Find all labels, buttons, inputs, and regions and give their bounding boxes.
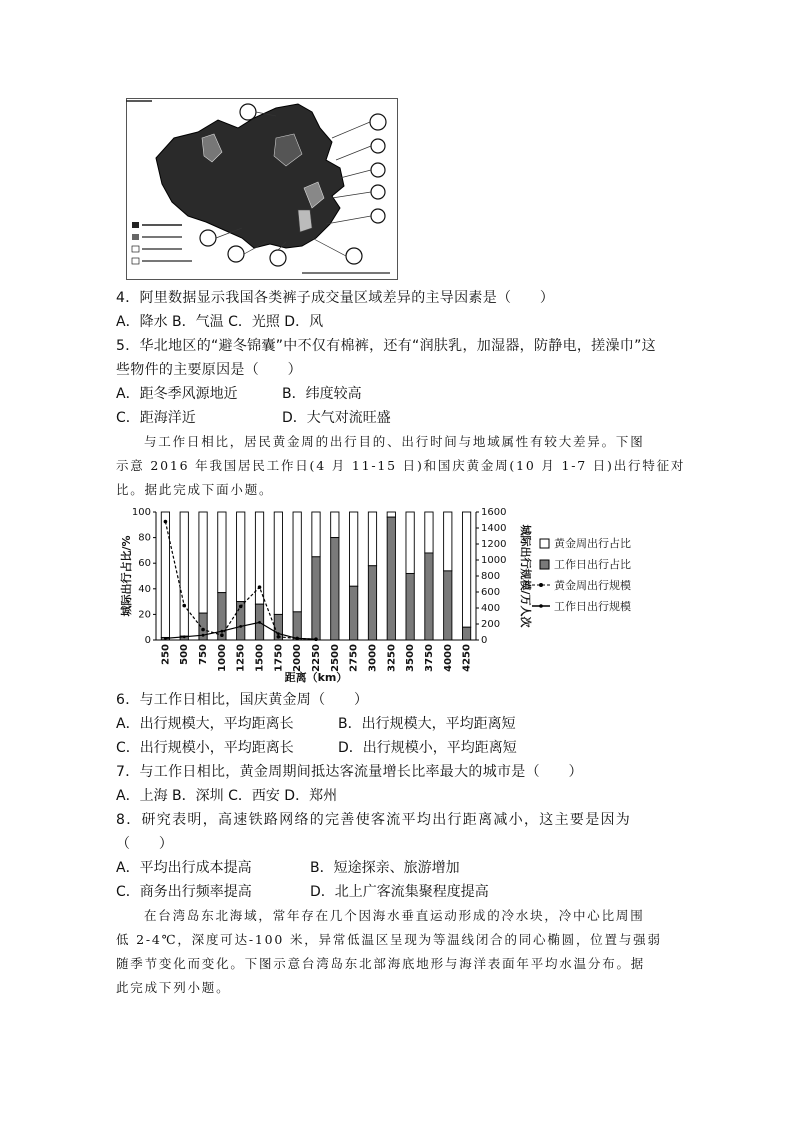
legend-label-golden-week-scale: 黄金周出行规模 xyxy=(554,579,631,592)
question-8-stem-line2: （ ） xyxy=(116,836,174,852)
question-8-option-d: D．北上广客流集聚程度提高 xyxy=(310,884,489,900)
bar-golden-week-share xyxy=(218,512,226,593)
x-tick-label: 2000 xyxy=(292,644,304,672)
bar-golden-week-share xyxy=(161,512,169,637)
bar-golden-week-share xyxy=(425,512,433,553)
bar-workday-share xyxy=(462,627,470,640)
workday-scale-point xyxy=(296,637,299,640)
workday-scale-point xyxy=(164,637,167,640)
legend-label-workday-scale: 工作日出行规模 xyxy=(554,600,631,613)
bar-golden-week-share xyxy=(293,512,301,612)
y-tick-label-right: 200 xyxy=(481,619,501,630)
intro-1-line3: 比。据此完成下面小题。 xyxy=(116,482,274,497)
question-8-option-c: C．商务出行频率提高 xyxy=(116,884,252,900)
bar-workday-share xyxy=(331,538,339,640)
legend-marker-workday-scale xyxy=(539,604,543,608)
question-5-option-c: C．距海洋近 xyxy=(116,410,196,426)
y-tick-label-left: 20 xyxy=(138,609,151,621)
intro-2-line3: 随季节变化而变化。下图示意台湾岛东北部海底地形与海洋表面年平均水温分布。据 xyxy=(116,956,646,971)
travel-chart xyxy=(120,503,660,683)
bar-workday-share xyxy=(387,517,395,640)
y-tick-label-right: 0 xyxy=(481,635,488,646)
legend-marker-golden-week-scale xyxy=(539,583,543,587)
y-tick-label-left: 40 xyxy=(138,583,151,595)
question-4-options: A．降水 B．气温 C．光照 D．风 xyxy=(116,314,324,330)
question-5-option-d: D．大气对流旺盛 xyxy=(282,410,391,426)
x-tick-label: 3500 xyxy=(405,644,417,672)
bar-workday-share xyxy=(350,586,358,640)
x-tick-label: 4250 xyxy=(461,644,473,672)
workday-scale-point xyxy=(277,632,280,635)
workday-scale-point xyxy=(220,630,223,633)
x-tick-label: 2250 xyxy=(311,644,322,672)
y-tick-label-right: 600 xyxy=(481,587,501,598)
workday-scale-point xyxy=(258,621,261,624)
y-tick-label-left: 100 xyxy=(131,507,151,518)
y-tick-label-right: 400 xyxy=(481,603,501,614)
x-tick-label: 1250 xyxy=(235,644,247,672)
bar-golden-week-share xyxy=(255,512,263,604)
intro-1-line1: 与工作日相比，居民黄金周的出行目的、出行时间与地域属性有较大差异。下图 xyxy=(144,434,645,449)
y-axis-label-right: 城际出行规模/万人次 xyxy=(519,524,532,628)
china-map-figure xyxy=(126,98,398,280)
bar-golden-week-share xyxy=(312,512,320,557)
bar-golden-week-share xyxy=(274,512,282,614)
bar-golden-week-share xyxy=(199,512,207,613)
x-tick-label: 250 xyxy=(160,644,172,665)
bar-workday-share xyxy=(406,573,414,640)
x-tick-label: 3250 xyxy=(386,644,398,672)
bar-golden-week-share xyxy=(331,512,339,538)
golden-week-scale-point xyxy=(220,633,224,637)
legend-label-golden-week-share: 黄金周出行占比 xyxy=(554,537,631,550)
bar-golden-week-share xyxy=(350,512,358,586)
x-axis-label: 距离（km） xyxy=(284,671,348,683)
question-5-stem-line1: 5．华北地区的“避冬锦囊”中不仅有棉裤，还有“润肤乳，加湿器，防静电，搓澡巾”这 xyxy=(116,338,656,354)
intro-2-line4: 此完成下列小题。 xyxy=(116,980,231,995)
bar-workday-share xyxy=(218,593,226,640)
bar-golden-week-share xyxy=(462,512,470,627)
bar-workday-share xyxy=(444,571,452,640)
bar-golden-week-share xyxy=(406,512,414,573)
question-6-option-d: D．出行规模小，平均距离短 xyxy=(338,740,517,756)
y-tick-label-right: 1000 xyxy=(481,555,507,566)
workday-scale-point xyxy=(183,635,186,638)
golden-week-scale-point xyxy=(258,585,262,589)
question-6-stem: 6．与工作日相比，国庆黄金周（ ） xyxy=(116,692,369,708)
question-8-stem-line1: 8．研究表明，高速铁路网络的完善使客流平均出行距离减小，这主要是因为 xyxy=(116,812,632,828)
legend-label-workday-share: 工作日出行占比 xyxy=(554,558,631,571)
y-tick-label-left: 80 xyxy=(138,532,151,544)
x-tick-label: 1000 xyxy=(216,644,228,672)
question-6-option-a: A．出行规模大，平均距离长 xyxy=(116,716,294,732)
question-8-option-a: A．平均出行成本提高 xyxy=(116,860,252,876)
y-tick-label-right: 1600 xyxy=(481,507,507,518)
question-5-stem-line2: 些物件的主要原因是（ ） xyxy=(116,362,302,378)
x-tick-label: 750 xyxy=(198,644,210,665)
intro-2-line2: 低 2-4℃，深度可达-100 米，异常低温区呈现为等温线闭合的同心椭圆，位置与强弱 xyxy=(116,932,662,947)
x-tick-label: 4000 xyxy=(442,644,454,672)
bar-workday-share xyxy=(368,566,376,640)
bar-golden-week-share xyxy=(444,512,452,571)
workday-scale-point xyxy=(239,625,242,628)
bar-workday-share xyxy=(312,557,320,640)
bar-workday-share xyxy=(293,612,301,640)
x-tick-label: 3750 xyxy=(423,644,435,672)
workday-scale-point xyxy=(202,634,205,637)
question-6-option-b: B．出行规模大，平均距离短 xyxy=(338,716,516,732)
question-7-stem: 7．与工作日相比，黄金周期间抵达客流量增长比率最大的城市是（ ） xyxy=(116,764,583,780)
intro-1-line2: 示意 2016 年我国居民工作日(4 月 11-15 日)和国庆黄金周(10 月 1-7 日)出行特征对 xyxy=(116,458,686,473)
x-tick-label: 500 xyxy=(179,644,191,665)
x-tick-label: 1750 xyxy=(273,644,285,672)
workday-scale-point xyxy=(315,638,318,641)
y-tick-label-left: 60 xyxy=(138,558,151,570)
y-tick-label-right: 1200 xyxy=(481,539,507,550)
bar-golden-week-share xyxy=(368,512,376,566)
y-tick-label-right: 1400 xyxy=(481,523,507,534)
golden-week-scale-point xyxy=(239,605,243,609)
legend-swatch-workday-share xyxy=(540,560,549,569)
bar-workday-share xyxy=(425,553,433,640)
golden-week-scale-point xyxy=(201,628,205,632)
bar-golden-week-share xyxy=(180,512,188,636)
y-axis-label-left: 城际出行占比/% xyxy=(120,535,133,617)
x-tick-label: 2750 xyxy=(348,644,360,672)
bar-golden-week-share xyxy=(237,512,245,602)
y-tick-label-right: 800 xyxy=(481,571,501,582)
question-4-stem: 4．阿里数据显示我国各类裤子成交量区域差异的主导因素是（ ） xyxy=(116,290,555,306)
x-tick-label: 3000 xyxy=(367,644,379,672)
intro-2-line1: 在台湾岛东北海域，常年存在几个因海水垂直运动形成的冷水块，冷中心比周围 xyxy=(144,908,645,923)
x-tick-label: 2500 xyxy=(329,644,341,672)
legend-swatch-golden-week-share xyxy=(540,539,549,548)
bar-golden-week-share xyxy=(387,512,395,517)
question-8-option-b: B．短途探亲、旅游增加 xyxy=(310,860,460,876)
question-6-option-c: C．出行规模小，平均距离长 xyxy=(116,740,294,756)
question-7-options: A．上海 B．深圳 C．西安 D．郑州 xyxy=(116,788,338,804)
golden-week-scale-point xyxy=(182,604,186,608)
question-5-option-a: A．距冬季风源地近 xyxy=(116,386,238,402)
question-5-option-b: B．纬度较高 xyxy=(282,386,362,402)
golden-week-scale-point xyxy=(277,635,281,639)
x-tick-label: 1500 xyxy=(254,644,266,672)
golden-week-scale-point xyxy=(164,520,168,524)
y-tick-label-left: 0 xyxy=(144,635,151,646)
